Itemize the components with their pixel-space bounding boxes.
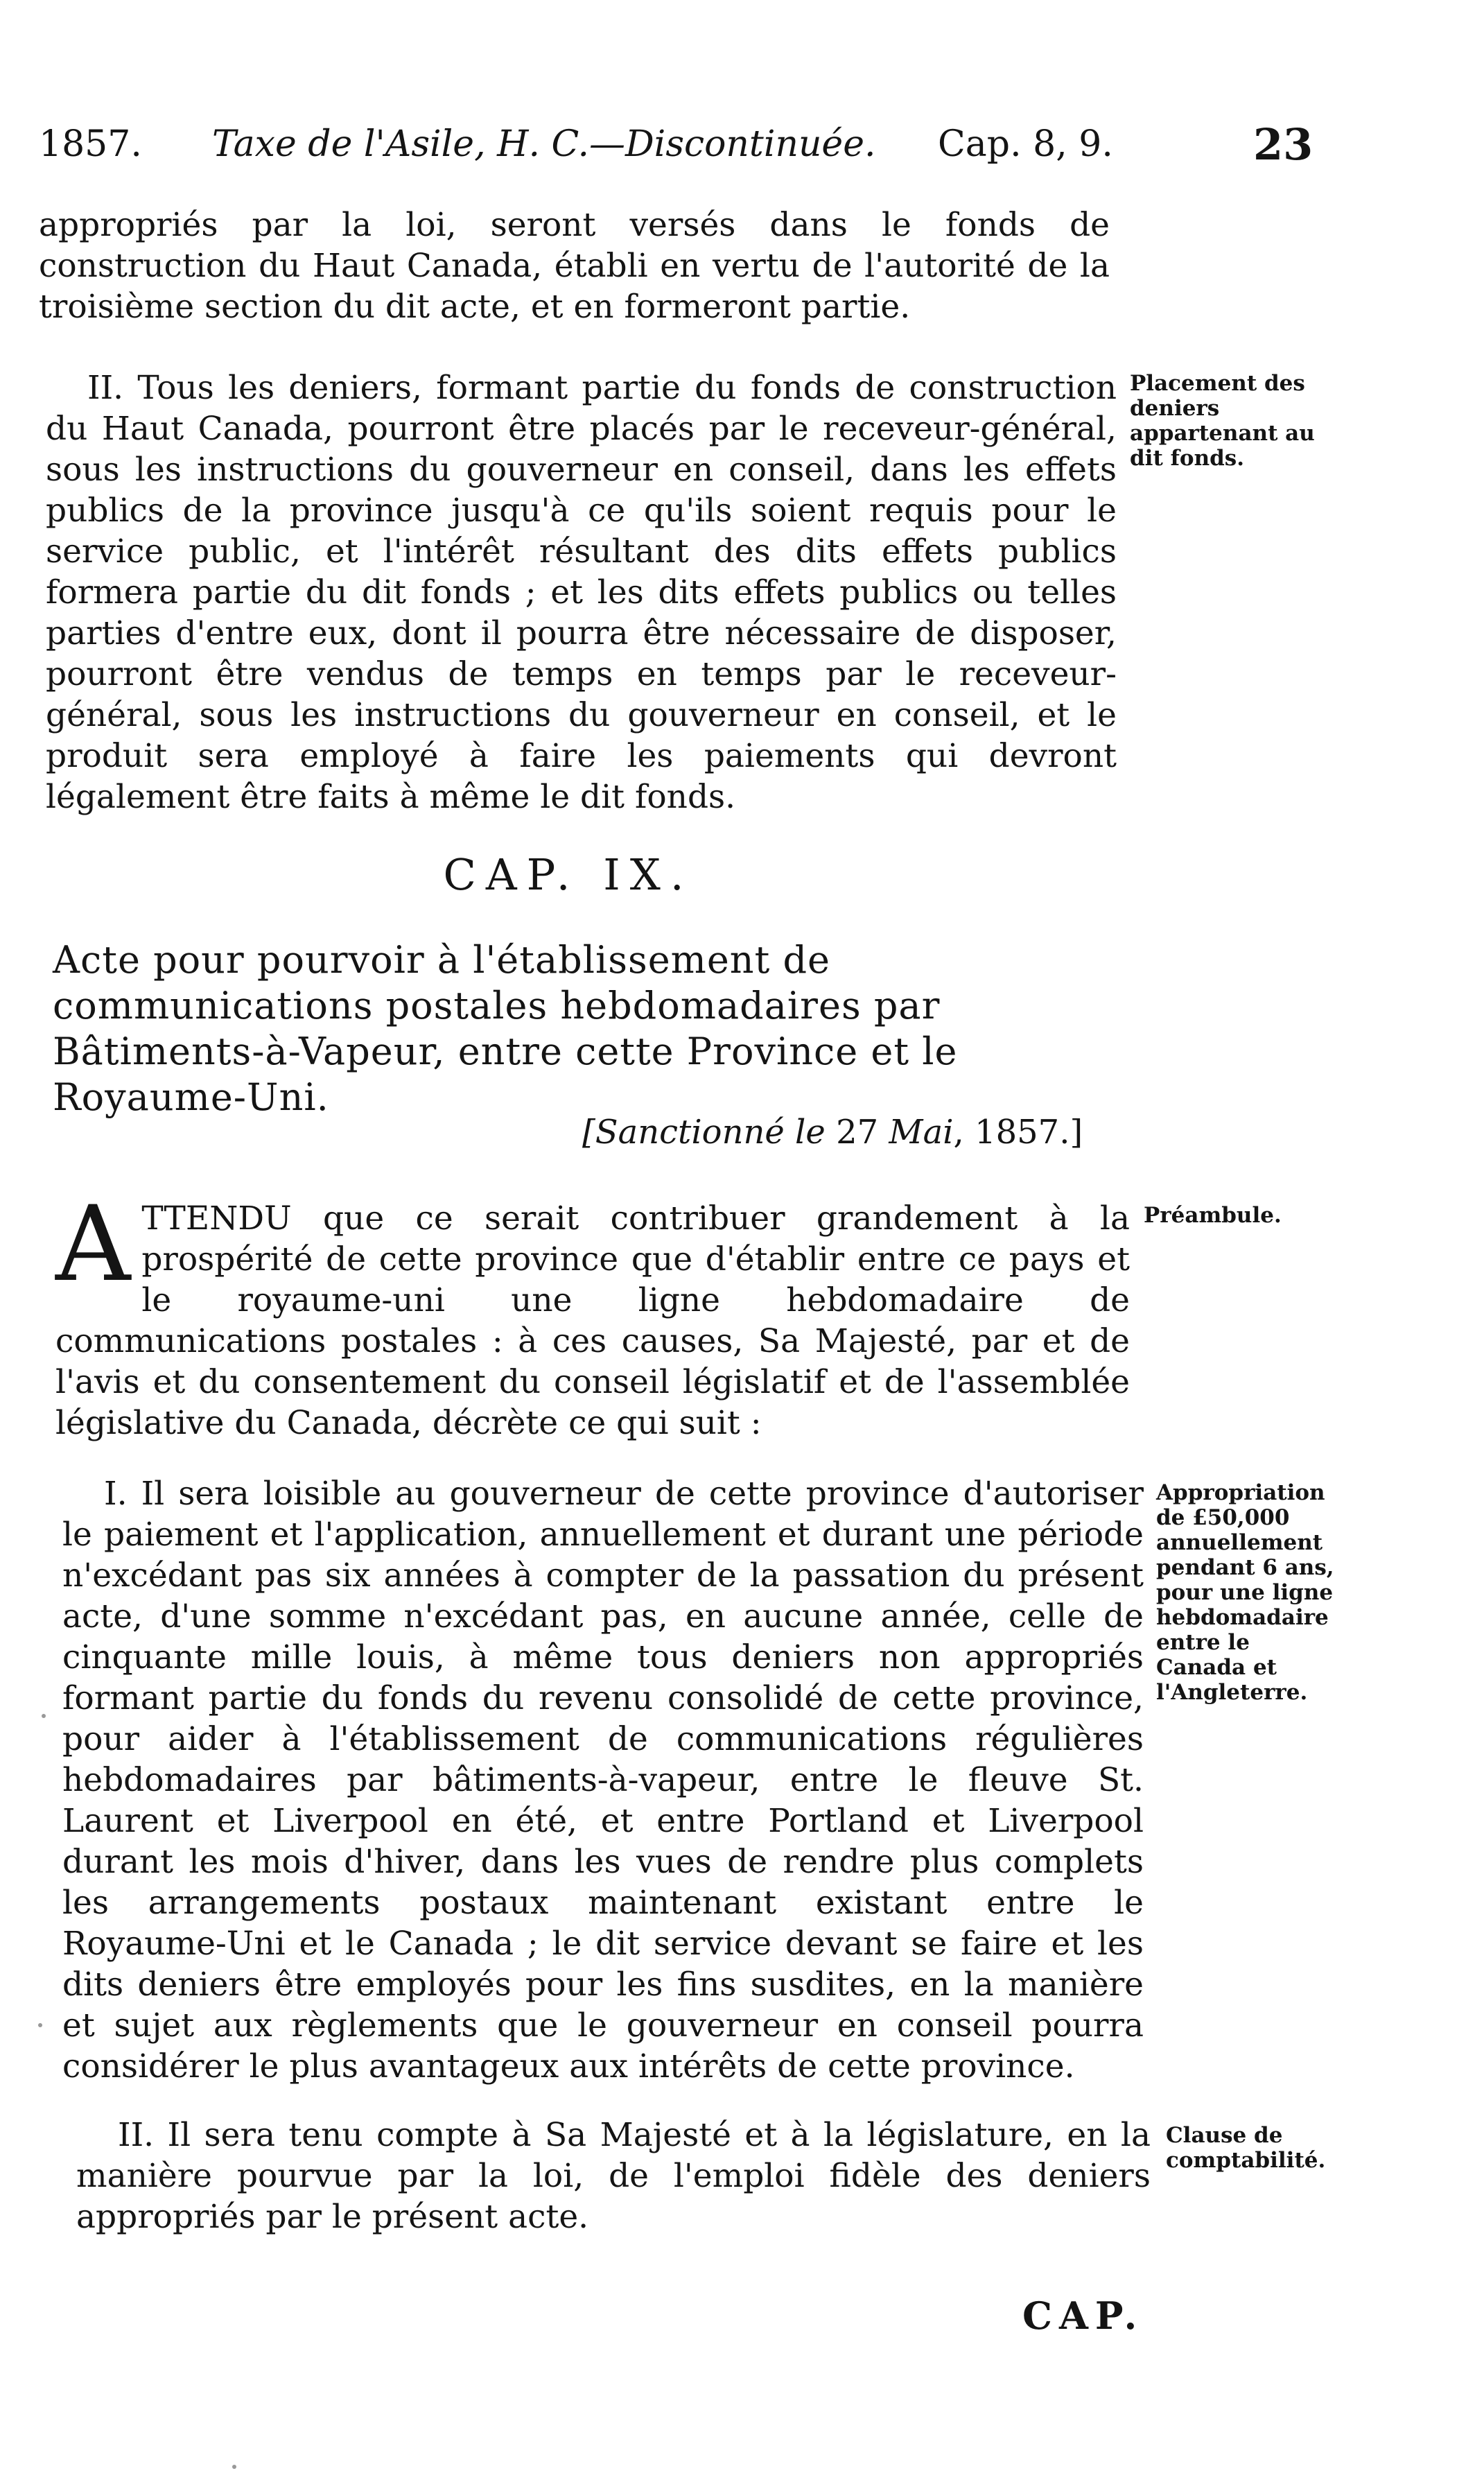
catchword: CAP.	[1022, 2293, 1144, 2338]
running-header	[39, 119, 1335, 179]
header-title: Taxe de l'Asile, H. C.—Discontinuée.	[212, 123, 876, 165]
sanction-line: [Sanctionné le 27 Mai, 1857.]	[582, 1113, 1083, 1152]
scan-speck	[232, 2465, 236, 2469]
margin-note-preamble: Préambule.	[1144, 1203, 1282, 1228]
scan-speck	[38, 2023, 42, 2027]
sanction-month: Mai	[889, 1113, 954, 1152]
sanction-day: 27	[836, 1113, 879, 1152]
continuation-paragraph: appropriés par la loi, seront versés dans le fonds de construction du Haut Canada, établi en vertu de l'autorité de la troisième section du dit acte, et en formeront partie.	[39, 206, 1110, 326]
act-title-text: Acte pour pourvoir à l'établissement de communications postales hebdomadaires par Bâtiments-à-Vapeur, entre cette Province et le Royaume-Uni.	[53, 938, 958, 1119]
header-chapter: Cap. 8, 9.	[938, 123, 1113, 165]
sanction-year: 1857.]	[975, 1113, 1083, 1152]
section-i-text: I. Il sera loisible au gouverneur de cette province d'autoriser le paiement et l'application, annuellement et durant une période n'excédant pas six années à compter de la passation du présent acte, d'une somme n'excédant pas, en aucune année, celle de cinquante mille louis, à même tous deniers non appropriés formant partie du fonds du revenu consolidé de cette province, pour aider à l'établissement de communications régulières hebdomadaires par bâtiments-à-vapeur, entre le fleuve St. Laurent et Liverpool en été, et entre Portland et Liverpool durant les mois d'hiver, dans les vues de rendre plus complets les arrangements postaux maintenant existant entre le Royaume-Uni et le Canada ; le dit service devant se faire et les dits deniers être employés pour les fins susdites, en la manière et sujet aux règlements que le gouverneur en conseil pourra considérer le plus avantageux aux intérêts de cette province.	[62, 1475, 1144, 2086]
section-ii-cap8	[46, 367, 1117, 817]
drop-cap: A	[55, 1184, 131, 1305]
preamble	[55, 1184, 1130, 1443]
scan-speck	[42, 1714, 46, 1718]
section-ii	[76, 2115, 1151, 2237]
header-year: 1857.	[39, 123, 142, 165]
page-number: 23	[1253, 119, 1313, 170]
margin-note-appropriation: Appropriation de £50,000 annuellement pendant 6 ans, pour une ligne hebdomadaire entre le Canada et l'Angleterre.	[1156, 1480, 1334, 1705]
section-i	[62, 1473, 1144, 2087]
preamble-text: TTENDU que ce serait contribuer grandement à la prospérité de cette province que d'établir entre ce pays et le royaume-uni une ligne hebdomadaire de communications postales : à ces causes, Sa Majesté, par et de l'avis et du consentement du conseil législatif et de l'assemblée législative du Canada, décrète ce qui suit :	[55, 1199, 1130, 1442]
margin-note-accounting: Clause de comptabilité.	[1166, 2123, 1326, 2173]
margin-note-placement: Placement des deniers appartenant au dit fonds.	[1130, 371, 1315, 471]
section-ii-cap8-text: II. Tous les deniers, formant partie du fonds de construction du Haut Canada, pourront être placés par le receveur-général, sous les instructions du gouverneur en conseil, dans les effets publics de la province jusqu'à ce qu'ils soient requis pour le service public, et l'intérêt résultant des dits effets publics formera partie du dit fonds ; et les dits effets publics ou telles parties d'entre eux, dont il pourra être nécessaire de disposer, pourront être vendus de temps en temps par le receveur-général, sous les instructions du gouverneur en conseil, et le produit sera employé à faire les paiements qui devront légalement être faits à même le dit fonds.	[46, 369, 1117, 816]
sanction-prefix: [Sanctionné le	[582, 1113, 826, 1152]
act-title	[53, 937, 1134, 1120]
section-ii-text: II. Il sera tenu compte à Sa Majesté et à la législature, en la manière pourvue par la loi, de l'emploi fidèle des deniers appropriés par le présent acte.	[76, 2116, 1151, 2236]
cap-heading: CAP. IX.	[443, 849, 694, 900]
